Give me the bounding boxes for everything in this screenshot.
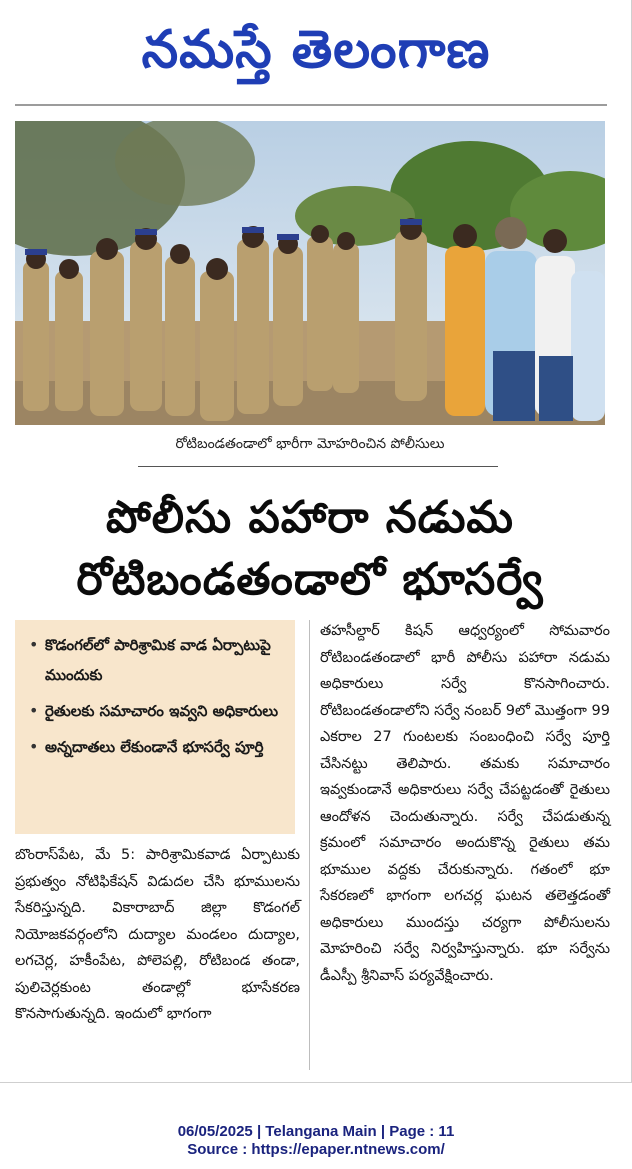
news-photo <box>15 121 605 425</box>
footer-source[interactable]: Source : https://epaper.ntnews.com/ <box>187 1141 445 1158</box>
masthead-divider <box>15 104 607 106</box>
highlight-item <box>29 696 285 726</box>
headline-line-2: రోటిబండతండాలో భూసర్వే <box>76 554 544 605</box>
photo-illustration <box>15 121 605 425</box>
highlight-text: రైతులకు సమాచారం ఇవ్వని అధికారులు <box>45 702 279 720</box>
article-body-right: తహసీల్దార్ కిషన్ ఆధ్వర్యంలో సోమవారం రోటిబండతండాలో భారీ పోలీసు పహారా నడుమ అధికారులు సర్వే కొనసాగించారు. రోటిబండతండాలోని సర్వే నంబర్ 9లో మొత్తంగా 99 ఎకరాల 27 గుంటలకు సంబంధించి సర్వే పూర్తి చేసినట్టు తెలిపారు. తమకు సమాచారం ఇవ్వకుండానే అధికారులు సర్వే చేపట్టడంతో రైతులు ఆందోళన చెందుతున్నారు. సర్వే చేపడుతున్న క్రమంలో సమాచారం అందుకొన్న రైతులు తమ భూముల వద్దకు చేరుకున్నారు. గతంలో భూ సేకరణలో భాగంగా లగచర్ల ఘటన తలెత్తడంతో అధికారులు ముందస్తు చర్యగా పోలీసులను మోహరించి సర్వే నిర్వహిస్తున్నారు. భూ సర్వేను డీఎస్పీ శ్రీనివాస్ పర్యవేక్షించారు. <box>320 623 610 984</box>
footer-meta: 06/05/2025 | Telangana Main | Page : 11 <box>177 1123 455 1140</box>
highlight-item <box>29 630 285 690</box>
highlights-box <box>15 620 295 834</box>
bullet-icon: • <box>29 737 39 756</box>
bullet-icon: • <box>29 701 39 720</box>
column-divider <box>309 620 310 1070</box>
highlight-text: కొడంగల్‌లో పారిశ్రామిక వాడ ఏర్పాటుపై ముందుకు <box>45 636 271 684</box>
article-body-left: బొంరాస్‌పేట, మే 5: పారిశ్రామికవాడ ఏర్పాటుకు ప్రభుత్వం నోటిఫికేషన్ విడుదల చేసి భూములను సేకరిస్తున్నది. వికారాబాద్ జిల్లా కొడంగల్ నియోజకవర్గంలోని దుద్యాల మండలం దుద్యాల, లగచెర్ల, హకీంపేట, పోలెపల్లి, రోటిబండ తండా, పులిచెర్లకుంట తండాల్లో భూసేకరణ కొనసాగుతున్నది. ఇందులో భాగంగా <box>15 847 300 1022</box>
highlight-text: అన్నదాతలు లేకుండానే భూసర్వే పూర్తి <box>45 738 264 756</box>
photo-caption: రోటిబండతండాలో భారీగా మోహరించిన పోలీసులు <box>175 436 445 452</box>
masthead-logo: నమస్తే తెలంగాణ <box>141 20 491 80</box>
caption-underline <box>138 466 498 467</box>
page-footer <box>0 1123 632 1159</box>
highlight-item <box>29 732 285 762</box>
headline-line-1: పోలీసు పహారా నడుమ <box>106 492 514 543</box>
bullet-icon: • <box>29 635 39 654</box>
